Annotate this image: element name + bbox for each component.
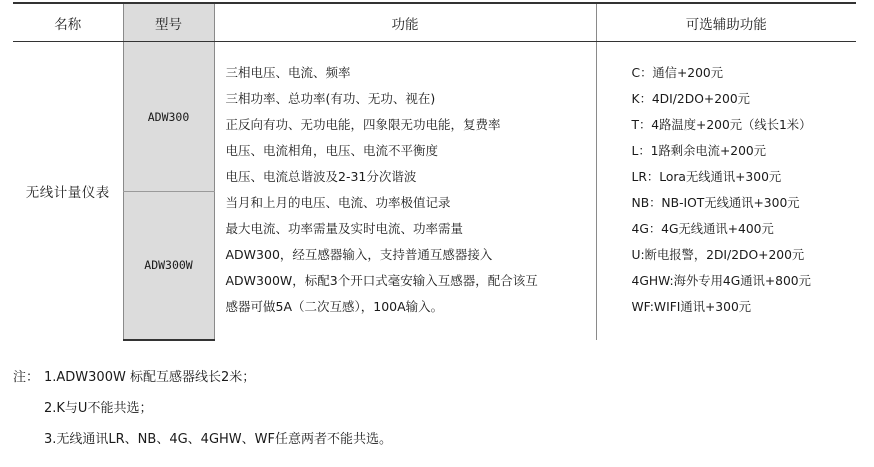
function-item: ADW300W，标配3个开口式毫安输入互感器，配合该互 (225, 273, 538, 288)
notes-section (13, 362, 392, 455)
function-cell (214, 42, 596, 340)
header-model: 型号 (123, 3, 214, 42)
spec-table (13, 2, 856, 341)
optional-function-list (597, 60, 857, 320)
option-item: U:断电报警，2DI/2DO+200元 (631, 248, 805, 262)
model-cell-adw300: ADW300 (123, 42, 214, 192)
option-item: L：1路剩余电流+200元 (631, 144, 767, 158)
model-cell-adw300w: ADW300W (123, 192, 214, 340)
function-list (215, 60, 596, 320)
table-header (13, 3, 856, 42)
function-item: 电压、电流总谐波及2-31分次谐波 (225, 169, 417, 184)
table-body (13, 42, 856, 340)
option-item: 4G：4G无线通讯+400元 (631, 222, 774, 236)
option-item: 4GHW:海外专用4G通讯+800元 (631, 274, 811, 288)
function-item: 正反向有功、无功电能，四象限无功电能，复费率 (225, 117, 501, 132)
function-item: 感器可做5A（二次互感），100A输入。 (225, 299, 444, 314)
option-item: K：4DI/2DO+200元 (631, 92, 750, 106)
function-item: 电压、电流相角，电压、电流不平衡度 (225, 143, 439, 158)
note-item: 3.无线通讯LR、NB、4G、4GHW、WF任意两者不能共选。 (44, 432, 392, 447)
header-function: 功能 (214, 3, 596, 42)
header-name: 名称 (13, 3, 123, 42)
function-item: 三相功率、总功率(有功、无功、视在) (225, 91, 436, 106)
function-item: 三相电压、电流、频率 (225, 65, 351, 80)
option-item: LR：Lora无线通讯+300元 (631, 170, 782, 184)
note-row (13, 393, 392, 424)
option-item: NB：NB-IOT无线通讯+300元 (631, 196, 800, 210)
note-item: 2.K与U不能共选； (44, 401, 153, 416)
function-item: ADW300，经互感器输入，支持普通互感器接入 (225, 247, 493, 262)
table-row (13, 42, 856, 192)
function-item: 最大电流、功率需量及实时电流、功率需量 (225, 221, 464, 236)
header-optional-function: 可选辅助功能 (596, 3, 856, 42)
note-row (13, 362, 392, 393)
option-item: C：通信+200元 (631, 66, 724, 80)
product-name-cell: 无线计量仪表 (25, 184, 110, 201)
note-row (13, 424, 392, 455)
function-item: 当月和上月的电压、电流、功率极值记录 (225, 195, 451, 210)
option-item: WF:WIFI通讯+300元 (631, 300, 752, 314)
optional-function-cell (596, 42, 856, 340)
note-item: 1.ADW300W 标配互感器线长2米； (44, 370, 256, 385)
header-row (13, 3, 856, 42)
notes-prefix: 注： (13, 370, 40, 385)
option-item: T：4路温度+200元（线长1米） (631, 118, 812, 132)
